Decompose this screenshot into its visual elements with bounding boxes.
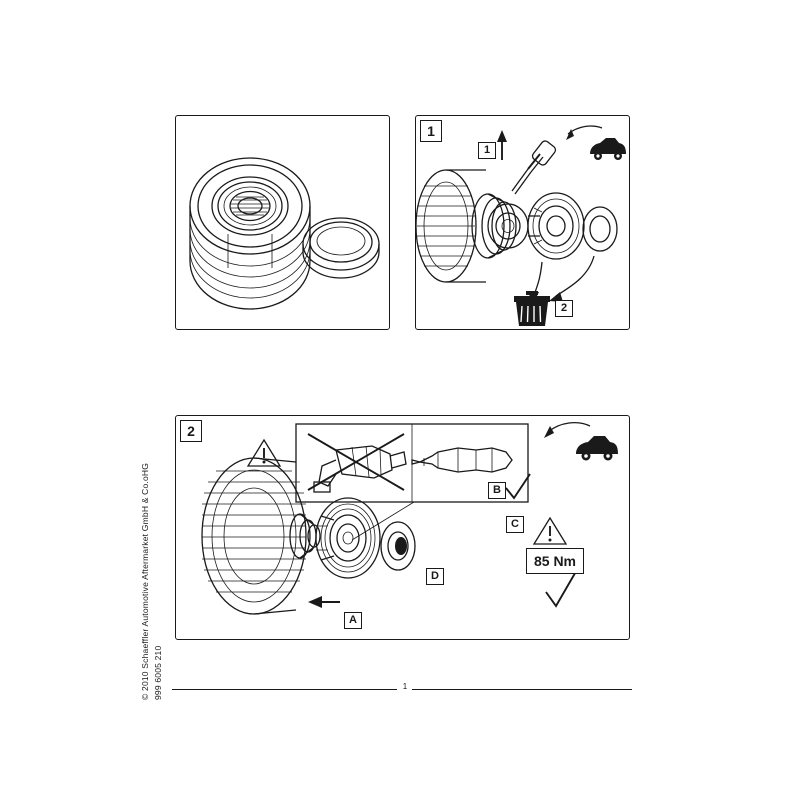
left-arrow <box>308 596 340 608</box>
step-badge-2: 2 <box>180 420 202 442</box>
up-arrow <box>497 130 507 160</box>
cap-fitting-tag: D <box>426 568 444 585</box>
cap-ring <box>381 522 415 570</box>
footer-rule-right <box>412 689 632 690</box>
torque-value-box: 85 Nm <box>526 548 584 574</box>
step-badge-1: 1 <box>420 120 442 142</box>
torque-tag: C <box>506 516 524 533</box>
copyright-text: © 2010 Schaeffler Automotive Aftermarket GmbH & Co.oHG <box>140 462 150 700</box>
car-motion-icon <box>544 423 618 461</box>
installation-drawing <box>176 416 629 639</box>
car-motion-icon <box>566 126 626 160</box>
alternator-assembly <box>416 170 528 282</box>
cap-ring <box>303 218 379 278</box>
correct-tool-tag: B <box>488 482 506 499</box>
screwdriver-icon <box>512 139 557 194</box>
alternator-assembly <box>202 458 320 614</box>
page-number: 1 <box>402 682 408 691</box>
exploded-parts-drawing <box>176 116 389 329</box>
impact-wrench-forbidden-icon <box>314 446 406 492</box>
installation-panel <box>175 415 630 640</box>
footer-rule-left <box>172 689 397 690</box>
check-mark-icon <box>506 474 530 498</box>
removed-pulley <box>528 193 584 259</box>
document-number-text: 999 6005 210 <box>153 645 163 700</box>
bit-adapter-icon <box>412 448 512 472</box>
pulley-assembly <box>316 498 380 578</box>
grooved-pulley <box>190 158 310 309</box>
press-direction-tag: A <box>344 612 362 629</box>
tool-pull-tag: 1 <box>478 142 496 159</box>
warning-triangle-icon <box>248 440 280 466</box>
discard-tag: 2 <box>555 300 573 317</box>
cross-out-icon <box>308 434 404 490</box>
removed-cap <box>583 207 617 251</box>
removal-drawing <box>416 116 629 329</box>
removal-panel <box>415 115 630 330</box>
torque-warning-triangle-icon <box>534 518 566 544</box>
trash-bin-icon <box>514 291 550 326</box>
exploded-parts-panel <box>175 115 390 330</box>
